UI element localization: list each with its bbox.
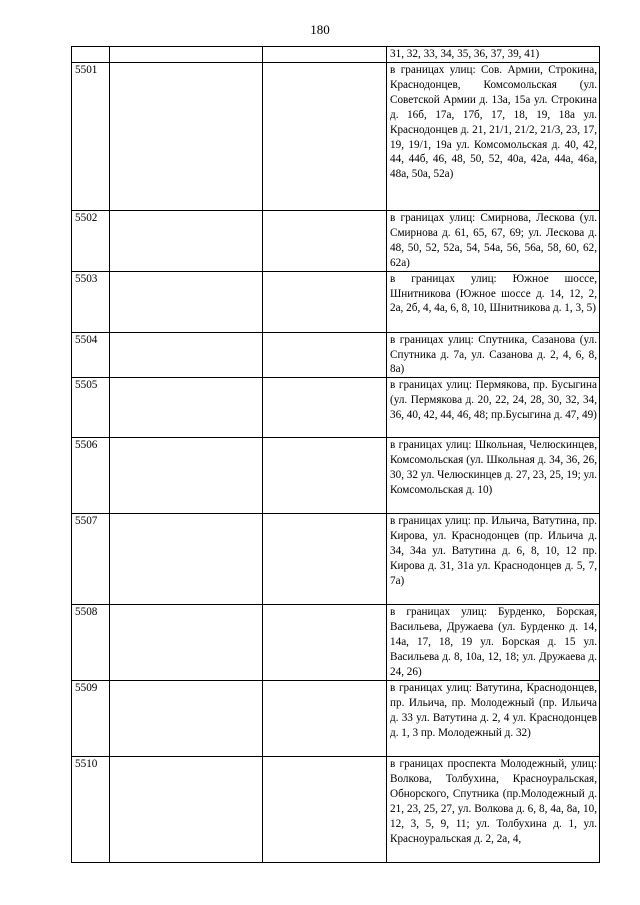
- table-cell: [263, 757, 387, 863]
- district-number: [72, 47, 110, 63]
- table-row: [72, 514, 600, 605]
- district-number: 5508: [72, 605, 110, 681]
- table-row: [72, 47, 600, 63]
- table-row: [72, 605, 600, 681]
- table-cell: [110, 681, 263, 757]
- table-row: [72, 681, 600, 757]
- district-number: 5503: [72, 271, 110, 332]
- table-cell: [263, 47, 387, 63]
- district-number: 5504: [72, 332, 110, 378]
- table-row: [72, 332, 600, 378]
- table-cell: [263, 332, 387, 378]
- district-number: 5501: [72, 63, 110, 211]
- table-cell: [110, 378, 263, 438]
- table-cell: [110, 605, 263, 681]
- table-cell: [110, 438, 263, 514]
- table-cell: [263, 605, 387, 681]
- table-cell: [263, 681, 387, 757]
- table-cell: [263, 378, 387, 438]
- district-boundaries: в границах проспекта Молодежный, улиц: Волкова, Толбухина, Красноуральская, Обнорского, Спутника (пр.Молодежный д. 21, 23, 25, 27, ул. Волкова д. 6, 8, 4а, 8а, 10, 12, 3, 5, 9, 11; ул. Толбухина д. 1, ул. Красноуральская д. 2, 2а, 4,: [387, 757, 600, 863]
- district-number: 5507: [72, 514, 110, 605]
- table-row: [72, 63, 600, 211]
- table-cell: [263, 514, 387, 605]
- district-boundaries: в границах улиц: Школьная, Челюскинцев, Комсомольская (ул. Школьная д. 34, 36, 26, 30, 32 ул. Челюскинцев д. 27, 23, 25, 19; ул. Комсомольская д. 10): [387, 438, 600, 514]
- table-cell: [263, 211, 387, 272]
- district-boundaries: в границах улиц: Сов. Армии, Строкина, Краснодонцев, Комсомольская (ул. Советской Армии д. 13а, 15а ул. Строкина д. 16б, 17а, 17б, 17, 18, 19, 18а ул. Краснодонцев д. 21, 21/1, 21/2, 21/3, 23, 17, 19, 19/1, 19а ул. Комсомольская д. 40, 42, 44, 44б, 46, 48, 50, 52, 40а, 42а, 44а, 46а, 48а, 50а, 52а): [387, 63, 600, 211]
- district-boundaries: в границах улиц: Бурденко, Борская, Васильева, Дружаева (ул. Бурденко д. 14, 14а, 17, 18, 19 ул. Борская д. 15 ул. Васильева д. 8, 10а, 12, 18; ул. Дружаева д. 24, 26): [387, 605, 600, 681]
- district-number: 5510: [72, 757, 110, 863]
- district-boundaries: в границах улиц: Смирнова, Лескова (ул. Смирнова д. 61, 65, 67, 69; ул. Лескова д. 48, 50, 52, 52а, 54, 54а, 56, 56а, 58, 60, 62, 62а): [387, 211, 600, 272]
- table-cell: [263, 271, 387, 332]
- table-row: [72, 438, 600, 514]
- table-row: [72, 378, 600, 438]
- table-cell: [110, 332, 263, 378]
- district-boundaries: в границах улиц: Спутника, Сазанова (ул. Спутника д. 7а, ул. Сазанова д. 2, 4, 6, 8, 8а): [387, 332, 600, 378]
- table-cell: [110, 63, 263, 211]
- table-cell: [110, 757, 263, 863]
- table-row: [72, 271, 600, 332]
- district-boundaries: 31, 32, 33, 34, 35, 36, 37, 39, 41): [387, 47, 600, 63]
- district-number: 5509: [72, 681, 110, 757]
- table-cell: [263, 438, 387, 514]
- district-number: 5505: [72, 378, 110, 438]
- table-cell: [110, 514, 263, 605]
- table-cell: [110, 211, 263, 272]
- table-cell: [263, 63, 387, 211]
- table-row: [72, 211, 600, 272]
- district-boundaries: в границах улиц: пр. Ильича, Ватутина, пр. Кирова, ул. Краснодонцев (пр. Ильича д. 34, 34а ул. Ватутина д. 6, 8, 10, 12 пр. Кирова д. 31, 31а ул. Краснодонцев д. 5, 7, 7а): [387, 514, 600, 605]
- district-boundaries: в границах улиц: Ватутина, Краснодонцев, пр. Ильича, пр. Молодежный (пр. Ильича д. 33 ул. Ватутина д. 2, 4 ул. Краснодонцев д. 1, 3 пр. Молодежный д. 32): [387, 681, 600, 757]
- district-number: 5502: [72, 211, 110, 272]
- table-cell: [110, 47, 263, 63]
- table-cell: [110, 271, 263, 332]
- page-number: 180: [310, 22, 330, 37]
- district-boundaries: в границах улиц: Южное шоссе, Шнитникова (Южное шоссе д. 14, 12, 2, 2а, 2б, 4, 4а, 6, 8, 10, Шнитникова д. 1, 3, 5): [387, 271, 600, 332]
- table-row: [72, 757, 600, 863]
- district-boundaries: в границах улиц: Пермякова, пр. Бусыгина (ул. Пермякова д. 20, 22, 24, 28, 30, 32, 34, 36, 40, 42, 44, 46, 48; пр.Бусыгина д. 47, 49): [387, 378, 600, 438]
- district-number: 5506: [72, 438, 110, 514]
- polling-districts-table: [71, 46, 600, 863]
